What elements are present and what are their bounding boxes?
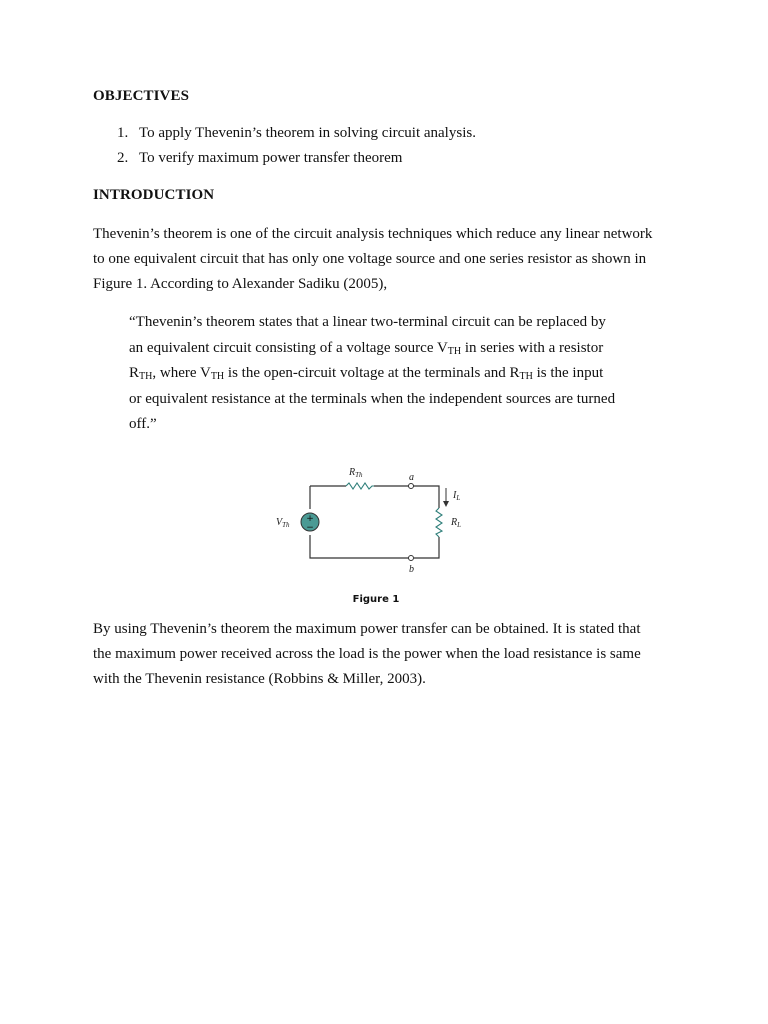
thevenin-circuit-figure	[268, 445, 488, 585]
objectives-heading: OBJECTIVES	[93, 88, 190, 104]
label-rth: $R_{Th}$	[349, 467, 363, 479]
quote-line: or equivalent resistance at the terminals when the independent sources are turned	[129, 390, 616, 407]
wire-right-bottom	[414, 537, 439, 558]
terminal-b	[409, 556, 414, 561]
quote-text: in series with a resistor	[461, 339, 604, 356]
quote-text: , where V	[152, 365, 211, 381]
paragraph-line: By using Thevenin’s theorem the maximum power transfer can be obtained. It is stated that	[93, 621, 641, 637]
wire-bottom	[310, 535, 409, 558]
circuit-wires	[310, 486, 439, 558]
subscript: TH	[447, 345, 462, 357]
paragraph-line: with the Thevenin resistance (Robbins & Miller, 2003).	[93, 671, 426, 687]
list-item-text: To verify maximum power transfer theorem	[139, 150, 403, 166]
objectives-list	[93, 124, 653, 174]
label-a: a	[409, 472, 414, 483]
source-minus-sign: −	[306, 523, 314, 533]
quote-text: an equivalent circuit consisting of a voltage source V	[129, 339, 448, 356]
resistor-rth	[346, 483, 374, 489]
quote-line: off.”	[129, 416, 157, 432]
subscript: TH	[519, 371, 533, 382]
list-item-number: 2.	[117, 150, 129, 166]
source-plus-sign: +	[306, 514, 314, 524]
label-vth: $V_{Th}$	[276, 517, 290, 529]
paragraph-line: Thevenin’s theorem is one of the circuit analysis techniques which reduce any linear network	[93, 226, 653, 242]
quote-text: is the input	[532, 365, 604, 381]
paragraph-line: Figure 1. According to Alexander Sadiku (2005),	[93, 276, 388, 292]
list-item-number: 1.	[117, 125, 129, 141]
current-arrow-icon	[443, 488, 449, 507]
paragraph-line: to one equivalent circuit that has only one voltage source and one series resistor as shown in	[93, 251, 647, 267]
body-paragraph	[93, 617, 678, 692]
label-il: $I_L$	[453, 490, 461, 502]
quote-text: is the open-circuit voltage at the terminals and R	[224, 365, 520, 381]
quote-line	[129, 336, 634, 362]
quote-line: “Thevenin’s theorem states that a linear two-terminal circuit can be replaced by	[129, 314, 606, 330]
resistor-rl	[436, 508, 442, 537]
label-rl: $R_L$	[451, 517, 462, 529]
wire-right-top	[412, 486, 439, 508]
list-item	[93, 124, 653, 149]
figure-caption: Figure 1	[352, 594, 400, 605]
block-quote	[129, 310, 634, 438]
subscript: TH	[210, 371, 225, 382]
list-item-text: To apply Thevenin’s theorem in solving circuit analysis.	[139, 125, 476, 141]
quote-line	[129, 361, 634, 387]
terminal-a	[409, 484, 414, 489]
paragraph-line: the maximum power received across the load is the power when the load resistance is same	[93, 646, 641, 662]
introduction-heading: INTRODUCTION	[93, 187, 215, 203]
quote-text: R	[129, 365, 140, 381]
list-item	[93, 149, 653, 174]
subscript: TH	[139, 371, 153, 382]
label-b: b	[409, 564, 414, 575]
circuit-diagram	[268, 445, 488, 585]
intro-paragraph	[93, 222, 678, 297]
